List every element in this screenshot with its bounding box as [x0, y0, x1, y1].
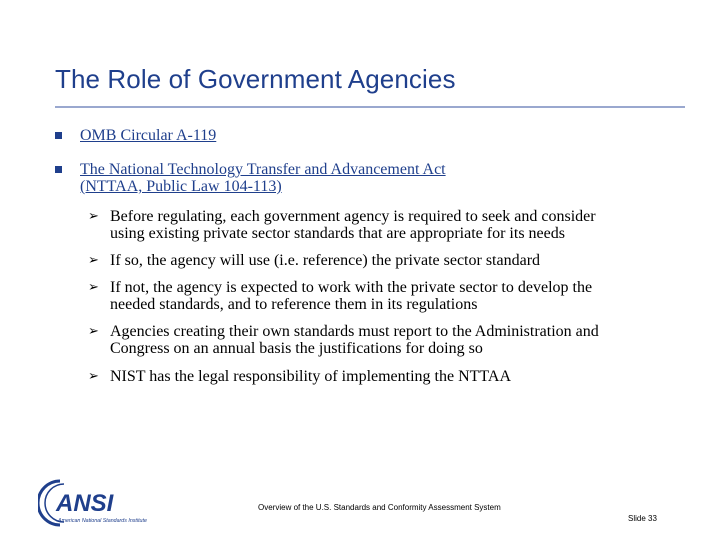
title-divider: [55, 106, 685, 108]
arrow-bullet-icon: ➢: [88, 369, 99, 384]
subbullet-item: Before regulating, each government agency is required to seek and consider using existing private sector standards that are appropriate for its needs: [110, 208, 596, 242]
arrow-bullet-icon: ➢: [88, 280, 99, 295]
slide-title: The Role of Government Agencies: [55, 64, 456, 94]
arrow-bullet-icon: ➢: [88, 209, 99, 224]
subbullet-item: If not, the agency is expected to work with the private sector to develop the needed standards, and to reference them in its regulations: [110, 279, 593, 313]
ansi-logo: [38, 478, 198, 528]
footer-text: Overview of the U.S. Standards and Conformity Assessment System: [258, 503, 501, 512]
subbullet-item: NIST has the legal responsibility of implementing the NTTAA: [110, 368, 512, 385]
subbullet-item: Agencies creating their own standards must report to the Administration and Congress on an annual basis the justifications for doing so: [110, 323, 599, 357]
arrow-bullet-icon: ➢: [88, 253, 99, 268]
bullet-nttaa[interactable]: The National Technology Transfer and Advancement Act (NTTAA, Public Law 104-113): [80, 161, 446, 195]
slide-number: Slide 33: [628, 514, 657, 523]
subbullet-item: If so, the agency will use (i.e. reference) the private sector standard: [110, 252, 541, 269]
square-bullet-icon: [55, 132, 62, 139]
bullet-omb-circular[interactable]: OMB Circular A-119: [80, 127, 217, 144]
logo-tagline: American National Standards Institute: [58, 518, 147, 524]
logo-wordmark: ANSI: [56, 490, 114, 517]
arrow-bullet-icon: ➢: [88, 324, 99, 339]
square-bullet-icon: [55, 166, 62, 173]
